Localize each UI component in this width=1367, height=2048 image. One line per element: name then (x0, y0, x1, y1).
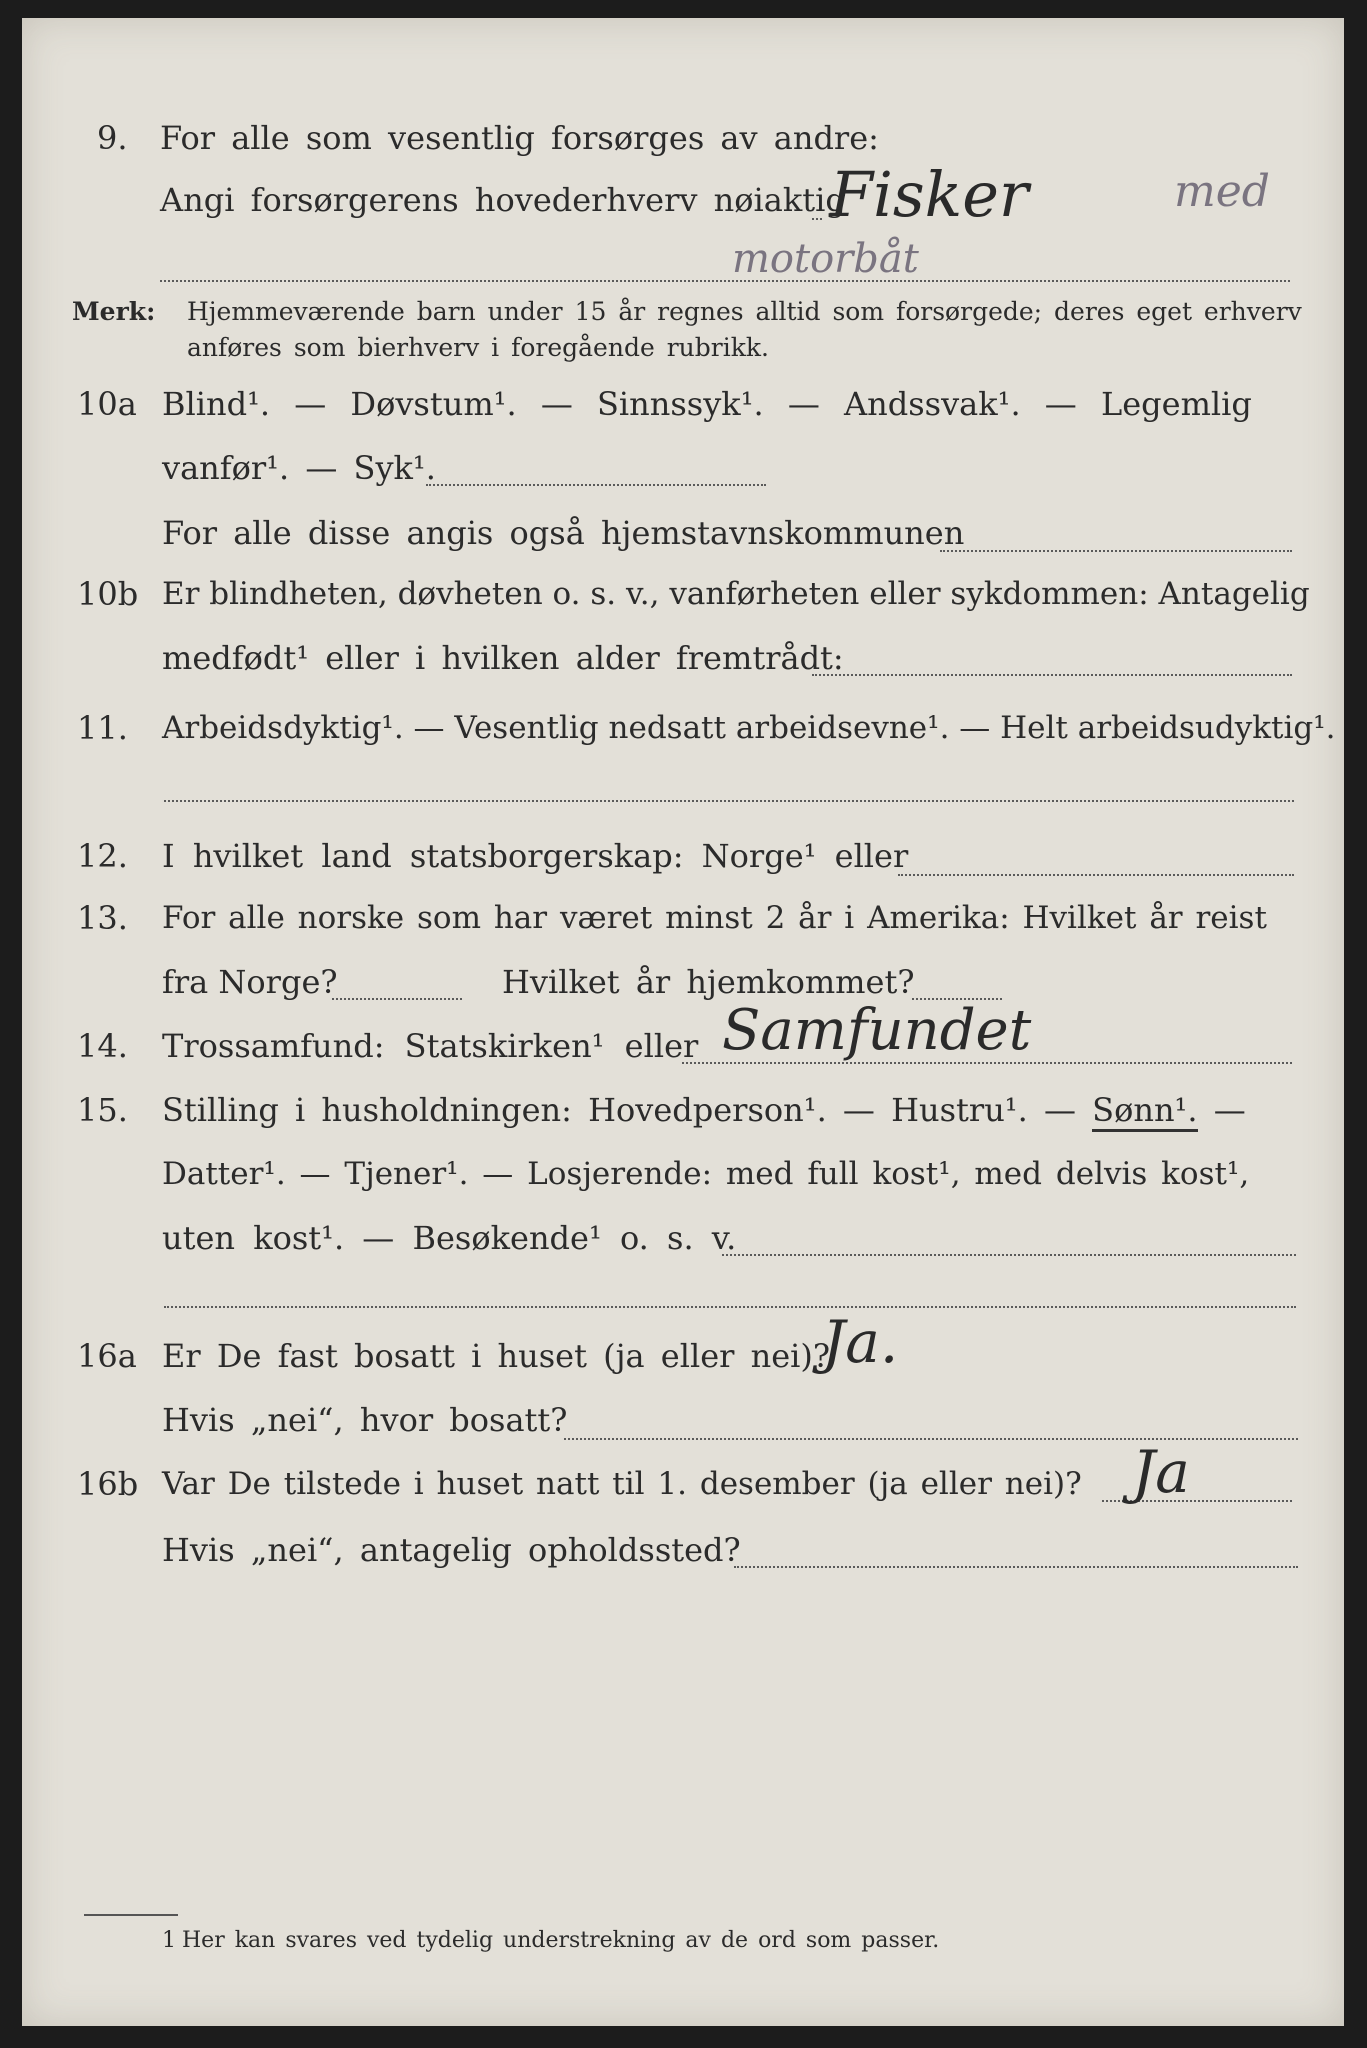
handwritten-answer: motorbåt (732, 236, 919, 282)
item-number: 11. (77, 709, 128, 747)
question-text: Var De tilstede i huset natt til 1. desember (ja eller nei)? (162, 1466, 1082, 1502)
answer-line (164, 800, 1294, 802)
question-text: vanfør¹. — Syk¹. (162, 449, 436, 487)
item-number: 15. (77, 1091, 128, 1129)
answer-line (164, 1306, 1296, 1308)
question-text: Arbeidsdyktig¹. — Vesentlig nedsatt arbeidsevne¹. — Helt arbeidsudyktig¹. (162, 710, 1336, 746)
question-text: Hvis „nei“, hvor bosatt? (162, 1401, 568, 1439)
question-text: For alle som vesentlig forsørges av andre: (160, 119, 879, 157)
handwritten-answer: Fisker (830, 158, 1029, 231)
item-number: 9. (97, 119, 128, 157)
item-number: 12. (77, 837, 128, 875)
question-text-part: — (1213, 1091, 1246, 1129)
handwritten-answer: Ja. (822, 1308, 899, 1376)
answer-line (812, 218, 822, 220)
item-number: 10a (77, 385, 137, 423)
answer-line (160, 280, 1290, 282)
question-text: Datter¹. — Tjener¹. — Losjerende: med full kost¹, med delvis kost¹, (162, 1156, 1250, 1192)
answer-line (812, 674, 1292, 676)
note-text: anføres som bierhverv i foregående rubrikk. (187, 333, 769, 362)
item-number: 10b (77, 575, 139, 613)
question-text: Hvis „nei“, antagelig opholdssted? (162, 1531, 741, 1569)
answer-line (1102, 1500, 1292, 1502)
handwritten-answer: med (1174, 166, 1270, 217)
question-text-part: Stilling i husholdningen: Hovedperson¹. — Hustru¹. — (162, 1091, 1076, 1129)
question-text: For alle norske som har været minst 2 år i Amerika: Hvilket år reist (162, 900, 1267, 936)
item-number: 14. (77, 1027, 128, 1065)
footnote-mark: 1 (162, 1928, 176, 1953)
answer-line (426, 484, 766, 486)
answer-line (332, 998, 462, 1000)
footnote-text: Her kan svares ved tydelig understrekning av de ord som passer. (182, 1928, 940, 1953)
question-text: I hvilket land statsborgerskap: Norge¹ eller (162, 837, 909, 875)
question-text: medfødt¹ eller i hvilken alder fremtrådt: (162, 639, 844, 677)
handwritten-answer: Samfundet (722, 998, 1032, 1063)
handwritten-answer: Ja (1132, 1438, 1190, 1506)
note-label (72, 294, 155, 330)
item-number: 16b (77, 1465, 139, 1503)
question-text: Hvilket år hjemkommet? (502, 963, 915, 1001)
note-label-text: Merk: (72, 297, 156, 326)
question-text: fra Norge? (162, 963, 338, 1001)
question-text: Er blindheten, døvheten o. s. v., vanførheten eller sykdommen: Antagelig (162, 576, 1310, 612)
question-text: Blind¹. — Døvstum¹. — Sinnssyk¹. — Andssvak¹. — Legemlig (162, 385, 1252, 423)
answer-line (898, 874, 1294, 876)
underlined-answer: Sønn¹. (1092, 1091, 1197, 1132)
answer-line (940, 550, 1292, 552)
question-text: Angi forsørgerens hovederhverv nøiaktig (160, 181, 846, 219)
question-text: For alle disse angis også hjemstavnskommunen (162, 514, 965, 552)
item-number: 13. (77, 899, 128, 937)
question-text: Er De fast bosatt i huset (ja eller nei)? (162, 1337, 831, 1375)
note-text: Hjemmeværende barn under 15 år regnes alltid som forsørgede; deres eget erhverv (187, 297, 1302, 326)
item-number: 16a (77, 1337, 137, 1375)
footnote-rule (84, 1914, 178, 1916)
question-text (162, 1090, 1246, 1130)
question-text: Trossamfund: Statskirken¹ eller (162, 1027, 699, 1065)
answer-line (722, 1254, 1296, 1256)
census-form-page (22, 18, 1344, 2026)
question-text: uten kost¹. — Besøkende¹ o. s. v. (162, 1219, 737, 1257)
answer-line (734, 1566, 1298, 1568)
